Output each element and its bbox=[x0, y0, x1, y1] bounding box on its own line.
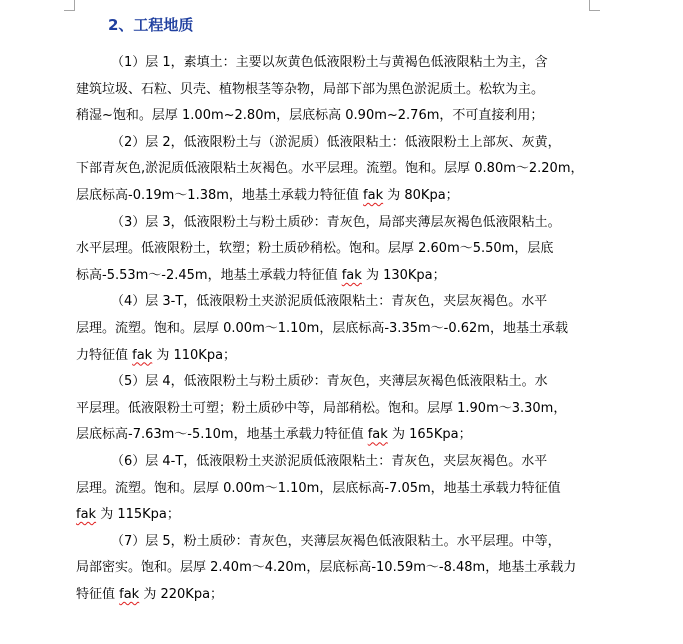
text-run: 稍湿~饱和。层厚 1.00m~2.80m，层底标高 0.90m~2.76m，不可直接利用； bbox=[76, 108, 544, 124]
spellcheck-term: fak bbox=[363, 187, 384, 203]
text-line bbox=[76, 263, 604, 290]
text-line bbox=[76, 582, 604, 609]
text-run: 为 110Kpa； bbox=[152, 347, 237, 363]
text-line bbox=[76, 130, 604, 157]
text-run: 层底标高-7.63m～-5.10m，地基土承载力特征值 bbox=[76, 427, 368, 443]
text-run: 层理。流塑。饱和。层厚 0.00m～1.10m，层底标高-7.05m，地基土承载力特征值 bbox=[76, 480, 561, 496]
text-run: 为 130Kpa； bbox=[361, 267, 446, 283]
spellcheck-term: fak bbox=[341, 267, 362, 283]
text-run: （3）层 3，低液限粉土与粉土质砂：青灰色，局部夹薄层灰褐色低液限粘土。 bbox=[111, 214, 561, 230]
text-line bbox=[76, 476, 604, 503]
text-run: （7）层 5，粉土质砂：青灰色，夹薄层灰褐色低液限粘土。水平层理。中等， bbox=[111, 533, 561, 549]
text-run: 平层理。低液限粉土可塑；粉土质砂中等，局部稍松。饱和。层厚 1.90m～3.30m， bbox=[76, 400, 567, 416]
text-run: 为 220Kpa； bbox=[139, 586, 224, 602]
text-line bbox=[76, 529, 604, 556]
document-body bbox=[76, 50, 604, 608]
text-run: 层底标高-0.19m～1.38m，地基土承载力特征值 bbox=[76, 187, 364, 203]
text-line bbox=[76, 502, 604, 529]
text-run: （4）层 3-T，低液限粉土夹淤泥质低液限粘土：青灰色，夹层灰褐色。水平 bbox=[111, 294, 548, 310]
paragraph bbox=[76, 529, 604, 609]
paragraph bbox=[76, 130, 604, 210]
text-line bbox=[76, 369, 604, 396]
text-run: 建筑垃圾、石粒、贝壳、植物根茎等杂物，局部下部为黑色淤泥质土。松软为主。 bbox=[76, 81, 545, 97]
text-run: （5）层 4，低液限粉土与粉土质砂：青灰色，夹薄层灰褐色低液限粘土。水 bbox=[111, 374, 548, 390]
text-run: （1）层 1，素填土：主要以灰黄色低液限粉土与黄褐色低液限粘土为主，含 bbox=[111, 55, 548, 70]
text-line bbox=[76, 396, 604, 423]
text-line bbox=[76, 103, 604, 130]
text-run: （6）层 4-T，低液限粉土夹淤泥质低液限粘土：青灰色，夹层灰褐色。水平 bbox=[111, 453, 548, 469]
text-run: 为 115Kpa； bbox=[96, 507, 180, 523]
text-line bbox=[76, 50, 604, 77]
spellcheck-term: fak bbox=[367, 427, 388, 443]
text-run: 特征值 bbox=[76, 586, 120, 602]
text-line bbox=[76, 210, 604, 237]
text-run: 下部青灰色,淤泥质低液限粘土灰褐色。水平层理。流塑。饱和。层厚 0.80m～2.20m， bbox=[76, 161, 584, 177]
text-run: 力特征值 bbox=[76, 347, 133, 363]
text-line bbox=[76, 77, 604, 104]
spellcheck-term: fak bbox=[76, 507, 97, 523]
text-line bbox=[76, 156, 604, 183]
text-line bbox=[76, 316, 604, 343]
spellcheck-term: fak bbox=[119, 586, 140, 602]
page-corner-mark-right bbox=[589, 0, 600, 11]
text-run: 层理。流塑。饱和。层厚 0.00m～1.10m，层底标高-3.35m～-0.62m，地基土承载 bbox=[76, 320, 568, 336]
text-line bbox=[76, 555, 604, 582]
paragraph bbox=[76, 369, 604, 449]
text-line bbox=[76, 236, 604, 263]
text-run: 局部密实。饱和。层厚 2.40m～4.20m，层底标高-10.59m～-8.48m，地基土承载力 bbox=[76, 560, 577, 576]
spellcheck-term: fak bbox=[132, 347, 153, 363]
paragraph bbox=[76, 289, 604, 369]
paragraph bbox=[76, 449, 604, 529]
text-run: 标高-5.53m～-2.45m，地基土承载力特征值 bbox=[76, 267, 342, 283]
paragraph bbox=[76, 210, 604, 290]
text-run: （2）层 2，低液限粉土与（淤泥质）低液限粘土：低液限粉土上部灰、灰黄， bbox=[111, 134, 561, 150]
text-line bbox=[76, 343, 604, 370]
text-run: 水平层理。低液限粉土，软塑；粉土质砂稍松。饱和。层厚 2.60m～5.50m，层底 bbox=[76, 241, 554, 257]
page-corner-mark-left bbox=[64, 0, 75, 11]
text-line bbox=[76, 289, 604, 316]
text-line bbox=[76, 183, 604, 210]
text-line bbox=[76, 422, 604, 449]
text-line bbox=[76, 449, 604, 476]
paragraph bbox=[76, 50, 604, 130]
text-run: 为 165Kpa； bbox=[387, 427, 472, 443]
section-heading: 2、工程地质 bbox=[108, 16, 194, 34]
text-run: 为 80Kpa； bbox=[383, 187, 459, 203]
